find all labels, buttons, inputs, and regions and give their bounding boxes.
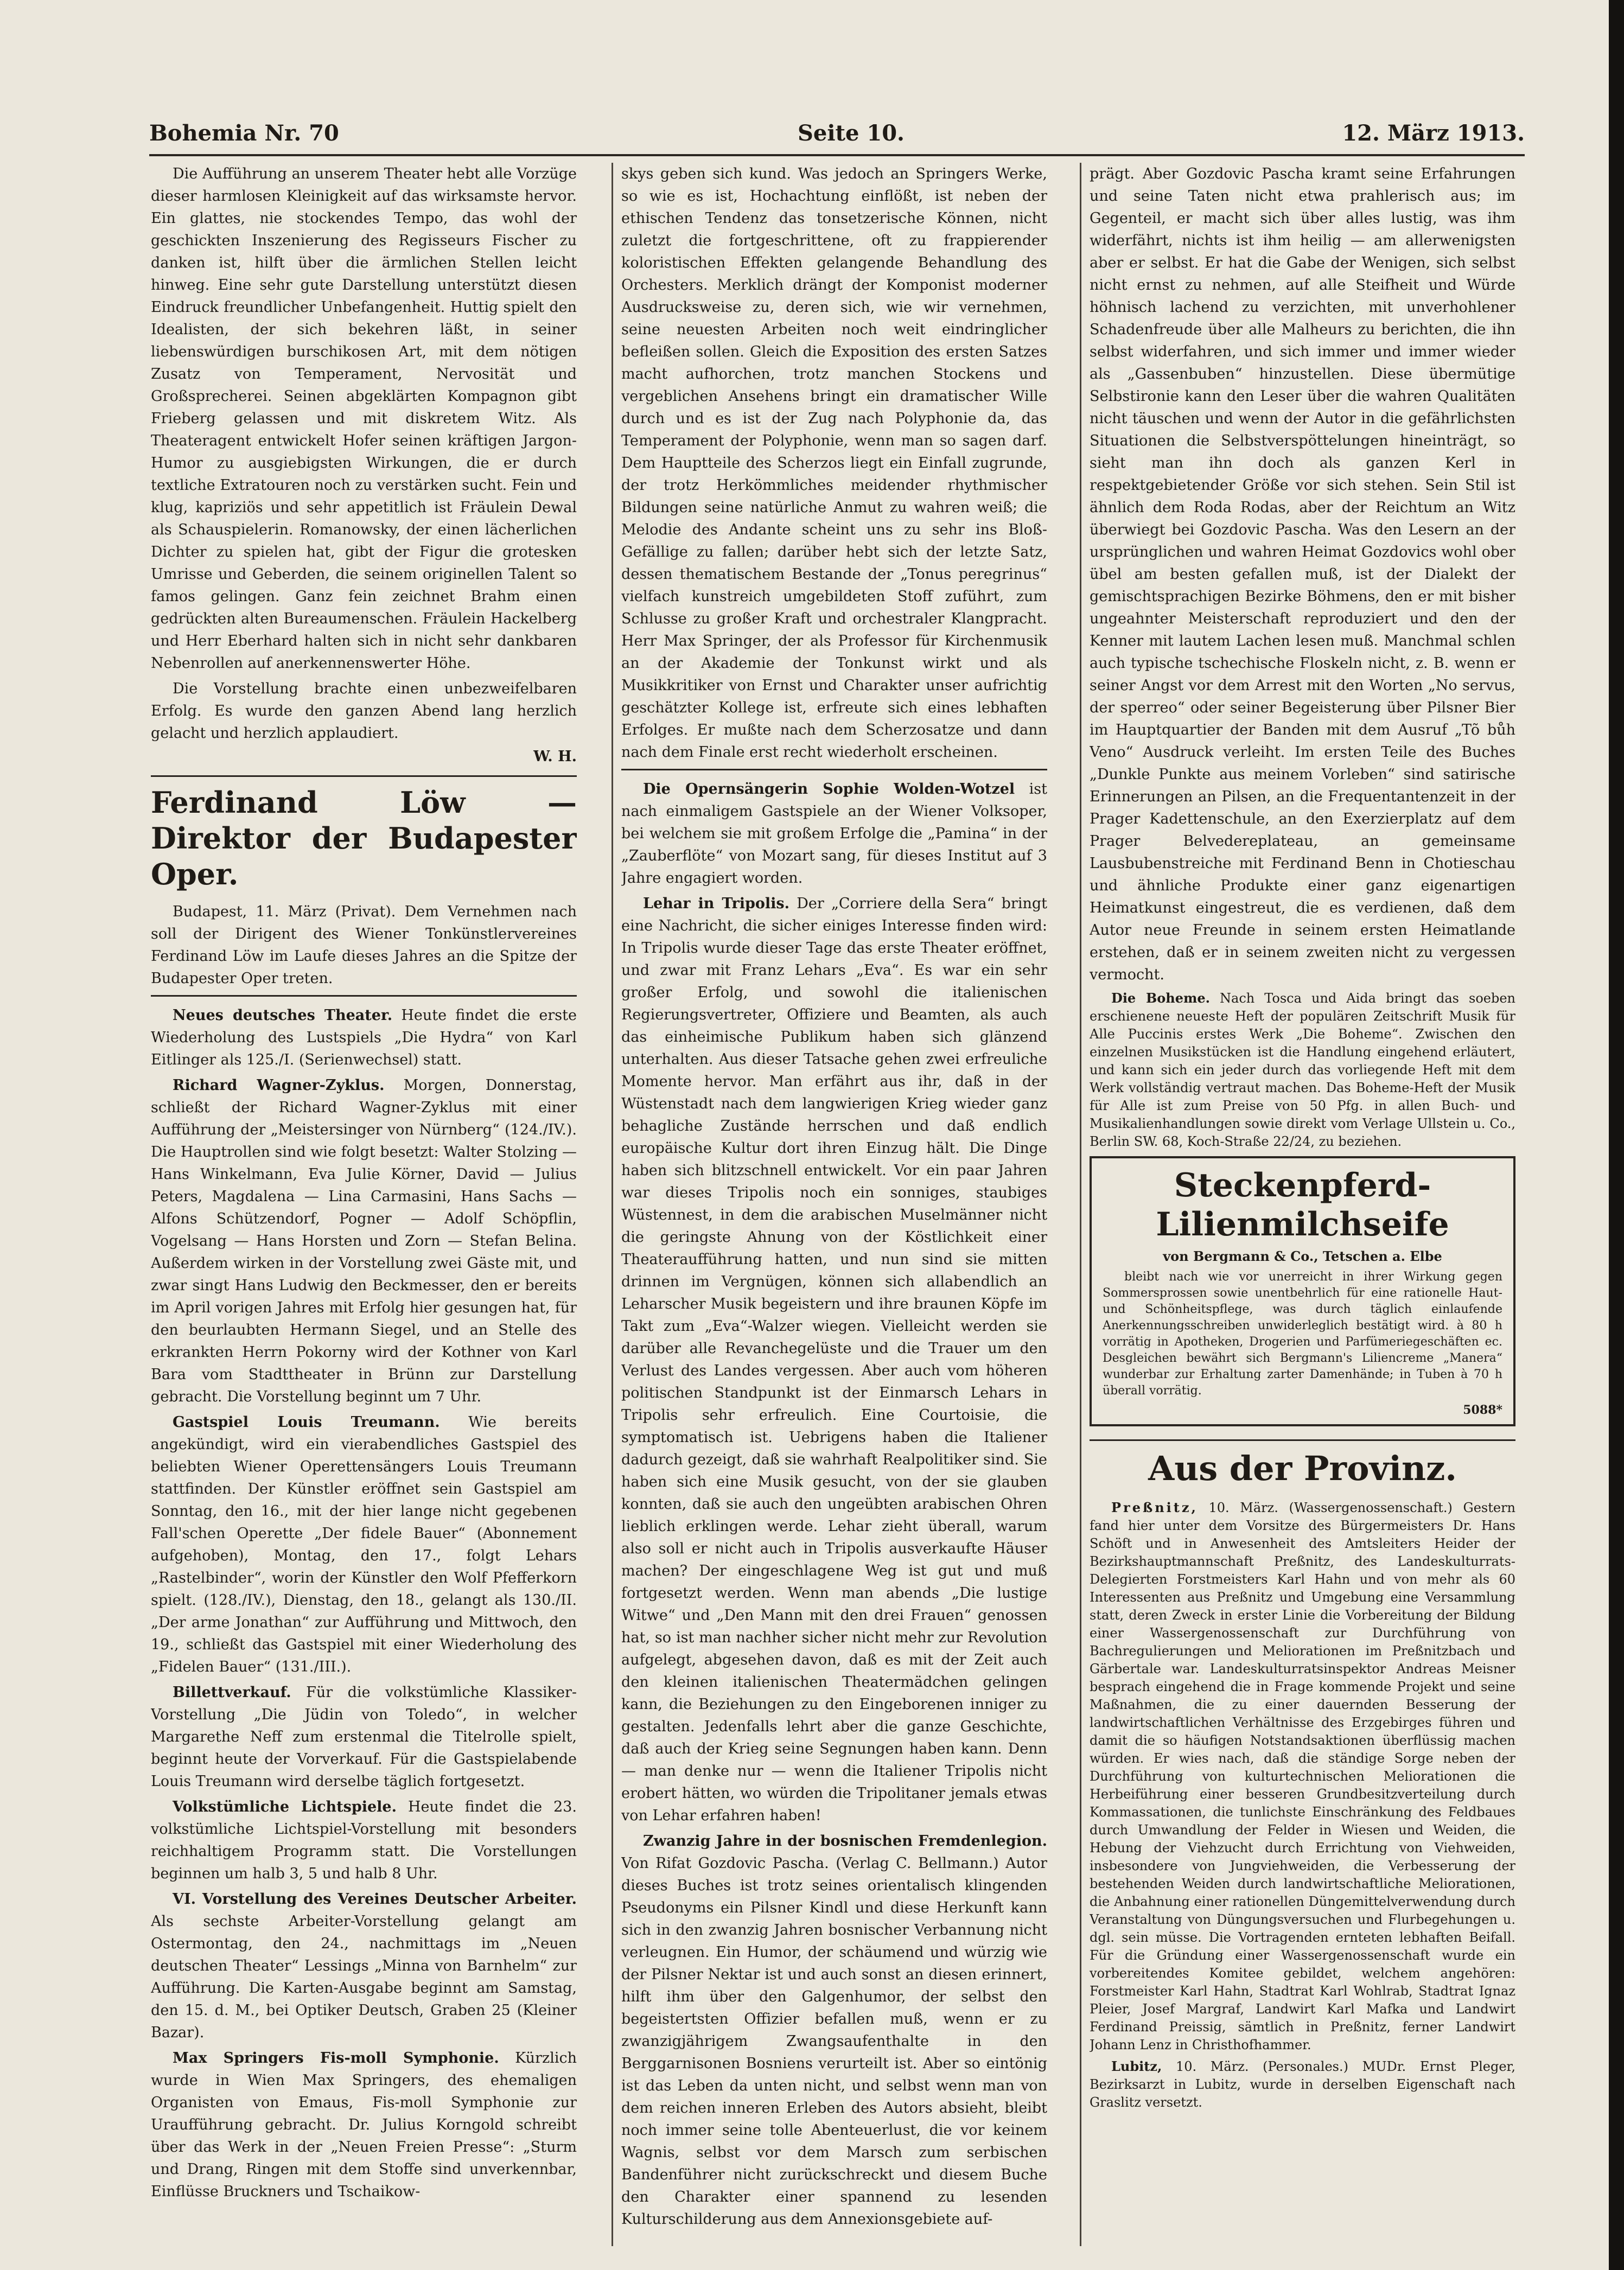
page-header	[149, 120, 1525, 153]
news-item-text: Kürzlich wurde in Wien Max Springers, des ehemaligen Organisten von Emaus, Fis-moll Symphonie zur Uraufführung gebracht. Dr. Julius Korngold schreibt über das Werk in der „Neuen Freien Presse“: „Sturm und Drang, Ringen mit dem Stoffe sind unverkennbar, Einflüsse Bruckners und Tschaikow-	[151, 2050, 577, 2200]
news-item-text: Als sechste Arbeiter-Vorstellung gelangt am Ostermontag, den 24., nachmittags im „Neuen deutschen Theater“ Lessings „Minna von Barnhelm“ zur Aufführung. Die Karten-Ausgabe beginnt am Samstag, den 15. d. M., bei Optiker Deutsch, Graben 25 (Kleiner Bazar).	[151, 1913, 577, 2041]
section-headline: Aus der Provinz.	[1148, 1449, 1457, 1488]
news-item-lead: Preßnitz,	[1111, 1500, 1198, 1515]
news-item-lead: Die Boheme.	[1111, 990, 1210, 1006]
advertisement-box	[1090, 1156, 1515, 1426]
news-item-lead: Volkstümliche Lichtspiele.	[173, 1799, 397, 1815]
news-item	[151, 1074, 577, 1408]
news-item-lead: Gastspiel Louis Treumann.	[173, 1414, 440, 1431]
news-item-lead: Zwanzig Jahre in der bosnischen Fremdenlegion.	[643, 1833, 1047, 1850]
news-item	[151, 2047, 577, 2203]
column-2	[621, 163, 1047, 2246]
news-item-lead: Lehar in Tripolis.	[643, 895, 790, 912]
news-item-text: Heute findet die erste Wiederholung des Lustspiels „Die Hydra“ von Karl Eitlinger als 125./I. (Serienwechsel) statt.	[151, 1007, 577, 1068]
header-page-number: Seite 10.	[798, 120, 905, 146]
news-item	[151, 1681, 577, 1793]
news-item	[1090, 2057, 1515, 2112]
news-item	[621, 1830, 1047, 2230]
article-headline: Ferdinand Löw — Direktor der Budapester Oper.	[151, 785, 577, 891]
news-item-text: Morgen, Donnerstag, schließt der Richard Wagner-Zyklus mit einer Aufführung der „Meistersinger von Nürnberg“ (124./IV.). Die Hauptrollen sind wie folgt besetzt: Walter Stolzing — Hans Winkelmann, Eva Julie Körner, David — Julius Peters, Magdalena — Lina Carmasini, Hans Sachs — Alfons Schützendorf, Pogner — Adolf Schöpflin, Vogelsang — Hans Horsten und Zorn — Stefan Belina. Außerdem wirken in der Vorstellung zwei Gäste mit, und zwar singt Hans Ludwig den Beckmesser, den er bereits im April vorigen Jahres mit Erfolg hier gesungen hat, für den beurlaubten Hermann Siegel, und an Stelle des erkrankten Herrn Pokorny wird der Kothner von Karl Bara vom Stadttheater in Brünn zur Darstellung gebracht. Die Vorstellung beginnt um 7 Uhr.	[151, 1077, 577, 1405]
news-item-lead: Richard Wagner-Zyklus.	[173, 1077, 385, 1094]
ad-code: 5088*	[1463, 1403, 1502, 1417]
news-item	[151, 1411, 577, 1678]
column-divider	[1080, 163, 1081, 2246]
news-item-lead: Max Springers Fis-moll Symphonie.	[173, 2050, 499, 2067]
header-newspaper-issue: Bohemia Nr. 70	[149, 120, 339, 146]
news-item-text: 10. März. (Wassergenossenschaft.) Gestern fand hier unter dem Vorsitze des Bürgermeisters Dr. Hans Schöft und in Anwesenheit des Amtsleiters Heider der Bezirkshauptmannschaft Preßnitz, des Landeskulturrats-Delegierten Forstmeisters Karl Hahn und von mehr als 60 Interessenten aus Preßnitz und Umgebung eine Versammlung statt, deren Zweck in erster Linie die Vorbereitung der Bildung einer Wassergenossenschaft zur Durchführung von Bachregulierungen und Meliorationen im Preßnitzbach und Gärbertale war. Landeskulturratsinspektor Andreas Meisner besprach eingehend die in Frage kommende Projekt und seine Maßnahmen, die zu einer dauernden Besserung der landwirtschaftlichen Verhältnisse des Erzgebirges führen und damit die so häufigen Notstandsaktionen überflüssig machen würden. Er wies nach, daß die ständige Sorge neben der Durchführung von kulturtechnischen Meliorationen die Herbeiführung einer besseren Grundbesitzverteilung durch Kommassationen, die tunlichste Einschränkung des Feldbaues durch Umwandlung der Felder in Wiesen und Weiden, die Hebung der Viehzucht durch Errichtung von Viehweiden, insbesondere von Jungviehweiden, die Verbesserung der bestehenden Weiden durch landwirtschaftliche Meliorationen, die Anbahnung einer rationellen Düngemittelverwendung durch Veranstaltung von Düngungsversuchen und Flurbegehungen u. dgl. sein müsse. Die Vortragenden ernteten lebhaften Beifall. Für die Gründung einer Wassergenossenschaft wurde ein vorbereitendes Komitee gebildet, welchem angehören: Forstmeister Karl Hahn, Stadtrat Karl Wohlrab, Stadtrat Ignaz Pleier, Josef Margraf, Landwirt Karl Mafka und Landwirt Ferdinand Preissig, sämtlich in Preßnitz, ferner Landwirt Johann Lenz in Christhofhammer.	[1090, 1500, 1515, 2052]
article-paragraph: Die Vorstellung brachte einen unbezweifelbaren Erfolg. Es wurde den ganzen Abend lang herzlich gelacht und herzlich applaudiert.	[151, 680, 577, 742]
news-item-text: Von Rifat Gozdovic Pascha. (Verlag C. Bellmann.) Autor dieses Buches ist trotz seines orientalisch klingenden Pseudonyms ein Pilsner Kindl und diese Herkunft kann sich in den zwanzig Jahren bosnischer Verbannung nicht verleugnen. Ein Humor, der schäumend und würzig wie der Pilsner Nektar ist und auch sonst an diesen erinnert, hilft ihm über den Galgenhumor, der selbst den begeistertsten Offizier befallen muß, wenn er zu zwanzigjährigem Zwangsaufenthalte in den Berggarnisonen Bosniens verurteilt ist. Aber so eintönig ist das Leben da unten nicht, und selbst wenn man von dem reichen inneren Erleben des Autors absieht, bleibt noch immer seine tolle Abenteuerlust, die vor keinem Wagnis, selbst vor dem Marsch zum serbischen Bandenführer nicht zurückschreckt und diesem Buche den Charakter einer spannend zu lesenden Kulturschilderung aus dem Annexionsgebiete auf-	[621, 1855, 1047, 2228]
news-item-text: Heute findet die 23. volkstümliche Lichtspiel-Vorstellung mit besonders reichhaltigem Programm statt. Die Vorstellungen beginnen um halb 3, 5 und halb 8 Uhr.	[151, 1799, 577, 1882]
header-date: 12. März 1913.	[1342, 120, 1525, 146]
section-divider	[151, 995, 577, 997]
news-item-text: Der „Corriere della Sera“ bringt eine Nachricht, die sicher einiges Interesse finden wird: In Tripolis wurde dieser Tage das erste Theater eröffnet, und zwar mit Franz Lehars „Eva“. Es war ein sehr großer Erfolg, und sowohl die italienischen Regierungsvertreter, Offiziere und Beamten, als auch das einheimische Publikum haben sich glänzend unterhalten. Aus dieser Tatsache gehen zwei erfreuliche Momente hervor. Man erfährt aus ihr, daß in der Wüstenstadt nach dem langwierigen Krieg wieder ganz behagliche Zustände herrschen und daß endlich europäische Kultur dort ihren Einzug hält. Die Dinge haben sich blitzschnell entwickelt. Vor ein paar Jahren war dieses Tripolis noch ein sonniges, staubiges Wüstennest, in dem die arabischen Muselmänner nicht die geringste Ahnung von der Köstlichkeit einer Theateraufführung hatten, und nun sind sie mitten drinnen im Vergnügen, können sich allabendlich an Leharscher Musik begeistern und ihre braunen Köpfe im Takt zum „Eva“-Walzer wiegen. Vielleicht werden sie darüber alle Revanchegelüste und die Trauer um den Verlust des Landes vergessen. Aber auch vom höheren politischen Standpunkt ist der Einmarsch Lehars in Tripolis sehr erfreulich. Eine Courtoisie, die symptomatisch ist. Uebrigens haben die Italiener dadurch gezeigt, daß sie wahrhaft Realpolitiker sind. Sie haben sich eine Musik gesucht, von der sie glauben konnten, daß sie auch den ungeübten arabischen Ohren lieblich erklingen werde. Lehar zieht überall, warum also soll er nicht auch in Tripolis ausverkaufte Häuser machen? Der eingeschlagene Weg ist gut und muß fortgesetzt werden. Wenn man abends „Die lustige Witwe“ und „Den Mann mit den drei Frauen“ genossen hat, so ist man nachher sicher nicht mehr zur Revolution aufgelegt, abgesehen davon, daß es mit der Zeit auch den kleinen italienischen Theatermädchen gelingen kann, die Beziehungen zu den Eingeborenen inniger zu gestalten. Jedenfalls lehrt aber die ganze Geschichte, daß auch der Krieg seine Segnungen haben kann. Denn — man denke nur — wenn die Italiener Tripolis nicht erobert hätten, wo würden die Tripolitaner jemals etwas von Lehar erfahren haben!	[621, 895, 1047, 1824]
article-paragraph: Budapest, 11. März (Privat). Dem Vernehmen nach soll der Dirigent des Wiener Tonkünstlervereines Ferdinand Löw im Laufe dieses Jahres an die Spitze der Budapester Oper treten.	[151, 903, 577, 987]
news-item-text: Für die volkstümliche Klassiker-Vorstellung „Die Jüdin von Toledo“, in welcher Margarethe Neff zum erstenmal die Titelrolle spielt, beginnt heute der Vorverkauf. Für die Gastspielabende Louis Treumann wird derselbe täglich fortgesetzt.	[151, 1684, 577, 1790]
news-item-lead: VI. Vorstellung des Vereines Deutscher Arbeiter.	[173, 1891, 577, 1908]
news-item	[1090, 1499, 1515, 2054]
article-paragraph: prägt. Aber Gozdovic Pascha kramt seine Erfahrungen und seine Taten nicht etwa prahlerisch aus; im Gegenteil, er macht sich über alles lustig, was ihm widerfährt, nichts ist ihm heilig — am allerwenigsten aber er selbst. Er hat die Gabe der Wenigen, sich selbst nicht ernst zu nehmen, auf alle Steifheit und Würde höhnisch lachend zu verzichten, mit unverhohlener Schadenfreude über alle Malheurs zu berichten, die ihn selbst widerfahren, und sich immer und immer wieder als „Gassenbuben“ hinzustellen. Diese übermütige Selbstironie kann den Leser über die wahren Qualitäten nicht täuschen und wenn der Autor in die gefährlichsten Situationen die Selbstverspöttelungen hineinträgt, so sieht man ihn doch als ganzen Kerl in respektgebietender Größe vor sich stehen. Sein Stil ist ähnlich dem Roda Rodas, aber der Reichtum an Witz überwiegt bei Gozdovic Pascha. Was den Lesern an der ursprünglichen und wahren Heimat Gozdovics wohl ober übel am besten gefallen muß, ist der Dialekt der gemischtsprachigen Bezirke Böhmens, den er mit bisher ungeahnter Meisterschaft reproduziert und den der Kenner mit lautem Lachen lesen muß. Manchmal schlen auch typische tschechische Floskeln nicht, z. B. wenn er seiner Angst vor dem Arrest mit den Worten „No servus, der sperreo“ oder seiner Begeisterung über Pilsner Bier im Hauptquartier der Banden mit dem Ausruf „Tõ bůh Veno“ Ausdruck verleiht. Im ersten Teile des Buches „Dunkle Punkte aus meinem Vorleben“ sind satirische Erinnerungen an Pilsen, an die Frequentantenzeit in der Prager Kadettenschule, an den Exerzierplatz auf dem Prager Belvedereplateau, an gemeinsame Lausbubenstreiche mit Ferdinand Benn in Chotieschau und ähnliche Produkte einer ganz eigenartigen Heimatkunst eingestreut, die es verdienen, daß dem Autor neue Freunde in seinem ersten Heimatlande erstehen, daß er in seinem zweiten nicht zu vergessen vermocht.	[1090, 165, 1515, 983]
news-item-lead: Die Opernsängerin Sophie Wolden-Wotzel	[643, 781, 1015, 798]
news-item	[151, 1796, 577, 1885]
column-divider	[612, 163, 613, 2246]
news-item-text: Nach Tosca und Aida bringt das soeben erschienene neueste Heft der populären Zeitschrift Musik für Alle Puccinis erstes Werk „Die Boheme“. Zwischen den einzelnen Musikstücken ist die Handlung eingehend erläutert, und kann sich ein jeder durch das vorliegende Heft mit dem Werk vollständig vertraut machen. Das Boheme-Heft der Musik für Alle ist zum Preise von 50 Pfg. in allen Buch- und Musikalienhandlungen sowie direkt vom Verlage Ullstein u. Co., Berlin SW. 68, Koch-Straße 22/24, zu beziehen.	[1090, 991, 1515, 1149]
ad-body: bleibt nach wie vor unerreicht in ihrer Wirkung gegen Sommersprossen sowie unentbehrlich für eine rationelle Haut- und Schönheitspflege, was durch täglich einlaufende Anerkennungsschreiben unwiderleglich bestätigt wird. à 80 h vorrätig in Apotheken, Drogerien und Parfümeriegeschäften ec. Desgleichen bewährt sich Bergmann's Liliencreme „Manera“ wunderbar zur Erhaltung zarter Damenhände; in Tuben à 70 h überall vorrätig.	[1103, 1270, 1502, 1398]
news-item-text: 10. März. (Personales.) MUDr. Ernst Pleger, Bezirksarzt in Lubitz, wurde in derselben Eigenschaft nach Graslitz versetzt.	[1090, 2059, 1515, 2110]
page-edge	[1609, 0, 1624, 2270]
news-item	[1090, 989, 1515, 1151]
news-item	[621, 778, 1047, 889]
news-item-lead: Lubitz,	[1111, 2058, 1162, 2074]
section-divider	[1090, 1439, 1515, 1441]
column-1	[151, 163, 577, 2246]
section-divider	[621, 769, 1047, 770]
news-item-lead: Neues deutsches Theater.	[173, 1007, 393, 1024]
news-item	[621, 892, 1047, 1827]
article-paragraph: Die Aufführung an unserem Theater hebt alle Vorzüge dieser harmlosen Kleinigkeit auf das wirksamste hervor. Ein glattes, nie stockendes Tempo, das wohl der geschickten Inszenierung des Regisseurs Fischer zu danken ist, hilft über die ärmlichen Stellen leicht hinweg. Eine sehr gute Darstellung unterstützt diesen Eindruck freundlicher Unbefangenheit. Huttig spielt den Idealisten, der sich bekehren läßt, in seiner liebenswürdigen burschikosen Art, mit dem nötigen Zusatz von Temperament, Nervosität und Großsprecherei. Seinen abgeklärten Kompagnon gibt Frieberg gelassen und mit diskretem Witz. Als Theateragent entwickelt Hofer seinen kräftigen Jargon-Humor zu ausgiebigsten Wirkungen, die er durch textliche Extratouren noch zu verstärken sucht. Fein und klug, kapriziös und sehr appetitlich ist Fräulein Dewal als Schauspielerin. Romanowsky, der einen lächerlichen Dichter zu spielen hat, gibt der Figur die grotesken Umrisse und Geberden, die seinem originellen Talent so famos gelingen. Ganz fein zeichnet Brahm einen gedrückten alten Bureaumenschen. Fräulein Hackelberg und Herr Eberhard halten sich in nicht sehr dankbaren Nebenrollen auf anerkennenswerter Höhe.	[151, 165, 577, 672]
news-item	[151, 1004, 577, 1071]
news-item-lead: Billettverkauf.	[173, 1684, 291, 1701]
section-divider	[151, 775, 577, 777]
author-signature: W. H.	[533, 748, 577, 765]
ad-manufacturer: von Bergmann & Co., Tetschen a. Elbe	[1163, 1248, 1442, 1264]
news-item	[151, 1888, 577, 2044]
news-item-text: Wie bereits angekündigt, wird ein vierabendliches Gastspiel des beliebten Wiener Operettensängers Louis Treumann stattfinden. Der Künstler eröffnet sein Gastspiel am Sonntag, den 16., mit der hier lange nicht gegebenen Fall'schen Operette „Der fidele Bauer“ (Abonnement aufgehoben), Montag, den 17., folgt Lehars „Rastelbinder“, worin der Künstler den Wolf Pfefferkorn spielt. (128./IV.), Dienstag, den 18., gelangt als 130./II. „Der arme Jonathan“ zur Aufführung und Mittwoch, den 19., schließt das Gastspiel mit einer Wiederholung des „Fidelen Bauer“ (131./III.).	[151, 1414, 577, 1675]
column-3	[1090, 163, 1515, 2246]
article-paragraph: skys geben sich kund. Was jedoch an Springers Werke, so wie es ist, Hochachtung einflößt, ist neben der ethischen Tendenz das tonsetzerische Können, nicht zuletzt die fortgeschrittene, oft zu frappierender koloristischen Effekten gelangende Behandlung des Orchesters. Merklich drängt der Komponist moderner Ausdrucksweise zu, deren sich, wie wir vernehmen, seine neuesten Arbeiten noch weit eindringlicher befleißen sollen. Gleich die Exposition des ersten Satzes macht aufhorchen, trotz manchen Stockens und vergeblichen Ansehens bringt ein dramatischer Wille durch und es ist der Zug nach Polyphonie da, das Temperament der Polyphonie, wenn man so sagen darf. Dem Hauptteile des Scherzos liegt ein Einfall zugrunde, der trotz Herkömmliches meidender rhythmischer Bildungen seine natürliche Anmut zu wahren weiß; die Melodie des Andante scheint uns zu sehr ins Bloß-Gefällige zu fallen; darüber hebt sich der letzte Satz, dessen thematischem Bestande der „Tonus peregrinus“ vielfach kunstreich umgebildeten Stoff zuführt, zum Schlusse zu großer Kraft und orchestraler Klangpracht. Herr Max Springer, der als Professor für Kirchenmusik an der Akademie der Tonkunst wirkt und als Musikkritiker von Ernst und Charakter unser aufrichtig geschätzter Kollege ist, erfreute sich eines lebhaften Erfolges. Er mußte nach dem Scherzosatze und dann nach dem Finale erst recht wiederholt erscheinen.	[621, 165, 1047, 761]
header-rule	[149, 154, 1525, 156]
ad-title: Steckenpferd-Lilienmilchseife	[1156, 1166, 1449, 1244]
news-item-text: ist nach einmaligem Gastspiele an der Wiener Volksoper, bei welchem sie mit großem Erfolge die „Pamina“ in der „Zauberflöte“ von Mozart sang, für dieses Institut auf 3 Jahre engagiert worden.	[621, 781, 1047, 887]
